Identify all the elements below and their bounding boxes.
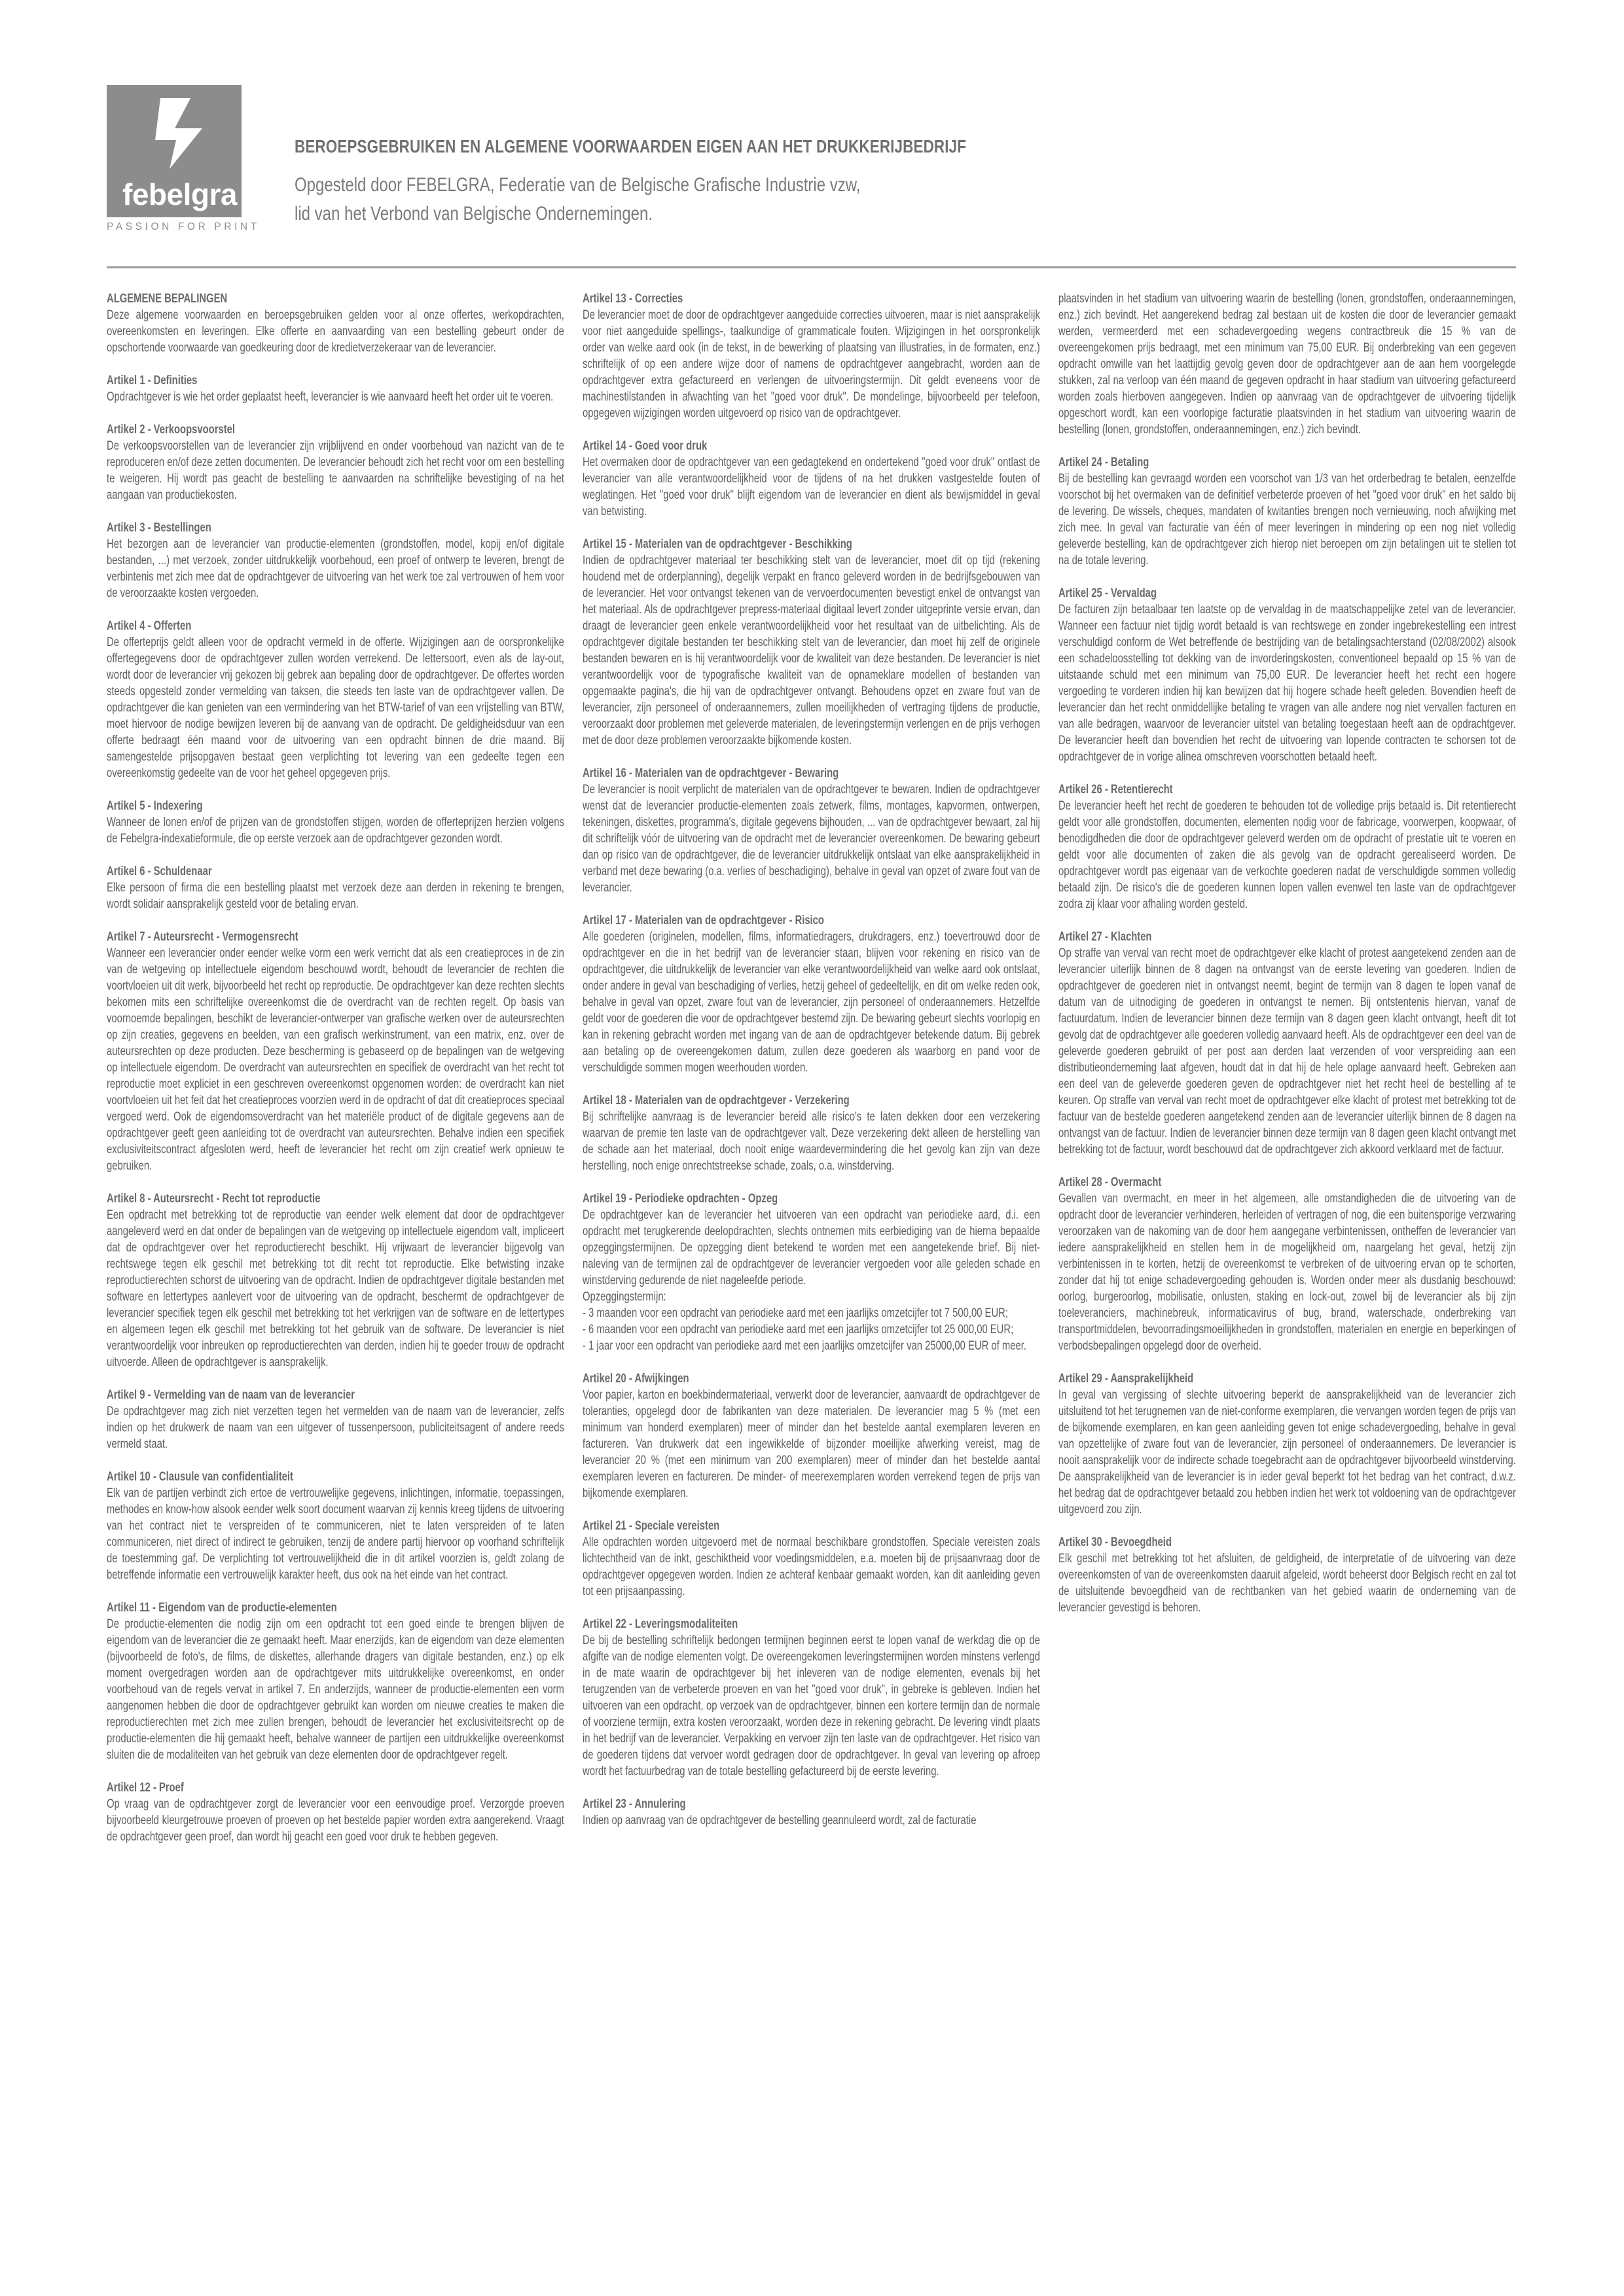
article-paragraph: - 1 jaar voor een opdracht van periodieke aard met een jaarlijks omzetcijfer van 25000,00 EUR of meer.	[583, 1339, 1026, 1353]
article-title: Artikel 22 - Leveringsmodaliteiten	[583, 1617, 738, 1631]
article-title: Artikel 27 - Klachten	[1058, 930, 1152, 944]
article-paragraph: De productie-elementen die nodig zijn om een opdracht tot een goed einde te brengen blijven de eigendom van de leverancier die ze gemaakt heeft. Maar enerzijds, kan de eigendom van deze elementen (bijvoorbeeld de foto's, de films, de diskettes, allerhande dragers van digitale bestanden, enz.) op elk moment overgedragen worden aan de opdrachtgever mits uitdrukkelijke overeenkomst, en onder voorbehoud van de regels vervat in artikel 7. En anderzijds, wanneer de productie-elementen een vorm aangenomen hebben die door de opdrachtgever gebruikt kan worden om nieuwe creaties te maken die reproductierechten met zich mee zullen brengen, behoudt de leverancier het exclusiviteitsrecht op de productie-elementen die hij gemaakt heeft, behalve wanneer de partijen een uitdrukkelijke overeenkomst sluiten die de modaliteiten van het gebruik van deze elementen door de opdrachtgever regelt.	[107, 1617, 564, 1762]
article	[1058, 781, 1516, 912]
article-paragraph: De leverancier moet de door de opdrachtgever aangeduide correcties uitvoeren, maar is niet aansprakelijk voor niet aangeduide spellings-, taalkundige of grammaticale fouten. Wijzigingen in het oorspronkelijk order van welke aard ook (in de tekst, in de bewerking of plaatsing van illustraties, in de formaten, enz.) schriftelijk of op een andere wijze door of namens de opdrachtgever aangebracht, worden aan de opdrachtgever extra gefactureerd en verlengen de uitvoeringstermijn. Dit geldt eveneens voor de machinestilstanden in afwachting van het "goed voor druk". De mondelinge, bijvoorbeeld per telefoon, opgegeven wijzigingen worden uitgevoerd op risico van de opdrachtgever.	[583, 308, 1040, 420]
article	[583, 1616, 1040, 1780]
article-title: Artikel 30 - Bevoegdheid	[1058, 1535, 1172, 1549]
febelgra-logo	[107, 85, 242, 217]
article	[583, 765, 1040, 896]
article-paragraph: Bij de bestelling kan gevraagd worden een voorschot van 1/3 van het orderbedrag te betalen, eenzelfde voorschot bij het overmaken van de definitief verbeterde proeven of het "goed voor druk" en het saldo bij de levering. De wissels, cheques, mandaten of kwitanties brengen noch vernieuwing, noch afwijking met zich mee. In geval van facturatie van één of meer leveringen in mindering op een nog niet volledig geleverde bestelling, kan de opdrachtgever zich hierop niet beroepen om zijn betalingen uit te stellen tot na de totale levering.	[1058, 472, 1516, 567]
logo-wordmark: febelgra	[122, 177, 237, 211]
article-paragraph: Deze algemene voorwaarden en beroepsgebruiken gelden voor al onze offertes, werkopdrachten, overeenkomsten en leveringen. Elke offerte en aanvaarding van een bestelling gebeurt onder de opschortende voorwaarde van goedkeuring door de kredietverzekeraar van de leverancier.	[107, 308, 564, 355]
article-title: Artikel 7 - Auteursrecht - Vermogensrecht	[107, 930, 298, 944]
article-title: Artikel 16 - Materialen van de opdrachtgever - Bewaring	[583, 766, 839, 780]
article-paragraph: De bij de bestelling schriftelijk bedongen termijnen beginnen eerst te lopen vanaf de werkdag die op de afgifte van de nodige elementen volgt. De overeengekomen leveringstermijnen worden minstens verlengd in de mate waarin de opdrachtgever bij het inleveren van de nodige elementen, evenals bij het terugzenden van de verbeterde proeven en van het "goed voor druk", in gebreke is gebleven. Indien het uitvoeren van een opdracht, op verzoek van de opdrachtgever, binnen een kortere termijn dan de normale of voorziene termijn, extra kosten veroorzaakt, worden deze in rekening gebracht. De levering vindt plaats in het bedrijf van de leverancier. Verpakking en vervoer zijn ten laste van de opdrachtgever. Het risico van de goederen tijdens dat vervoer wordt gedragen door de opdrachtgever. In geval van levering op afroep wordt het factuurbedrag van de totale bestelling gefactureerd bij de eerste levering.	[583, 1634, 1040, 1778]
article-paragraph: De facturen zijn betaalbaar ten laatste op de vervaldag in de maatschappelijke zetel van de leverancier. Wanneer een factuur niet tijdig wordt betaald is van rechtswege en zonder ingebrekestelling een intrest verschuldigd conform de Wet betreffende de bestrijding van de betalingsachterstand (02/08/2002) alsook een schadeloosstelling tot dekking van de invorderingskosten, conventioneel bepaald op 15 % van de uitstaande schuld met een minimum van 75,00 EUR. De leverancier heeft het recht een hogere vergoeding te vorderen indien hij kan bewijzen dat hij hogere schade heeft geleden. Bovendien heeft de leverancier dan het recht onmiddellijke betaling te vragen van alle andere nog niet vervallen facturen en van alle bedragen, waarvoor de leverancier uitstel van betaling toegestaan heeft aan de opdrachtgever. De leverancier heeft dan bovendien het recht de uitvoering van lopende contracten te schorsen tot de opdrachtgever de in vorige alinea omschreven voorschotten betaald heeft.	[1058, 603, 1516, 764]
text-column-2	[583, 291, 1040, 2254]
document-title: BEROEPSGEBRUIKEN EN ALGEMENE VOORWAARDEN EIGEN AAN HET DRUKKERIJBEDRIJF	[295, 136, 967, 156]
article-paragraph: Een opdracht met betrekking tot de reproductie van eender welk element dat door de opdrachtgever aangeleverd werd en dat onder de bepalingen van de wetgeving op intellectuele eigendom valt, impliceert dat de opdrachtgever over het reproductierecht beschikt. Hij vrijwaart de leverancier bijgevolg van rechtswege tegen elk geschil met betrekking tot dit recht tot reproductie. Elke betwisting inzake reproductierechten schorst de uitvoering van de opdracht. Indien de opdrachtgever digitale bestanden met software en lettertypes aanlevert voor de uitvoering van de opdracht, beschermt de opdrachtgever de leverancier specifiek tegen elk geschil met betrekking tot het verkrijgen van de software en de lettertypes en algemeen tegen elk geschil met betrekking tot het gebruik van de software. De leverancier is niet verantwoordelijk voor inbreuken op reproductierechten van derden, indien hij te goeder trouw de opdracht uitvoerde. Alleen de opdrachtgever is aansprakelijk.	[107, 1208, 564, 1369]
article	[583, 1092, 1040, 1174]
article-paragraph: Opzeggingstermijn:	[583, 1290, 666, 1304]
article	[107, 618, 564, 781]
article	[1058, 1174, 1516, 1354]
article-paragraph: De offerteprijs geldt alleen voor de opdracht vermeld in de offerte. Wijzigingen aan de oorspronkelijke offertegegevens door de opdrachtgever zullen worden verrekend. De lettersoort, even als de lay-out, wordt door de leverancier vrij gekozen bij gebrek aan bepaling door de opdrachtgever. De offertes worden steeds opgesteld zonder vermelding van taksen, die steeds ten laste van de opdrachtgever vallen. De opdrachtgever die kan genieten van een vermindering van het BTW-tarief of van een vrijstelling van BTW, moet hiervoor de nodige bewijzen leveren bij de aanvang van de opdracht. De geldigheidsduur van een offerte bedraagt één maand voor de uitvoering van een opdracht binnen de drie maand. Bij samengestelde prijsopgaven bestaat geen verplichting tot levering van een gedeelte tegen een overeenkomstig gedeelte van de voor het geheel opgegeven prijs.	[107, 636, 564, 780]
article-title: ALGEMENE BEPALINGEN	[107, 292, 228, 306]
article-paragraph: Elk geschil met betrekking tot het afsluiten, de geldigheid, de interpretatie of de uitvoering van deze overeenkomsten of van de overeenkomsten daaruit afgeleid, wordt beheerst door Belgisch recht en zal tot de uitsluitende bevoegdheid van de rechtbanken van het gebied waarin de onderneming van de leverancier gevestigd is behoren.	[1058, 1552, 1516, 1615]
article	[583, 536, 1040, 749]
article-paragraph: - 3 maanden voor een opdracht van periodieke aard met een jaarlijks omzetcijfer tot 7 500,00 EUR;	[583, 1306, 1008, 1320]
article	[1058, 929, 1516, 1158]
article	[107, 291, 564, 356]
article-title: Artikel 6 - Schuldenaar	[107, 865, 212, 878]
article-paragraph: De leverancier is nooit verplicht de materialen van de opdrachtgever te bewaren. Indien de opdrachtgever wenst dat de leverancier productie-elementen zoals zetwerk, films, montages, kapvormen, ontwerpen, tekeningen, diskettes, programma's, digitale gegevens bijhouden, ... van de opdrachtgever bewaart, zal hij dit schriftelijk vóór de uitvoering van de opdracht met de leverancier overeenkomen. De bewaring gebeurt dan op risico van de opdrachtgever, die de leverancier uitdrukkelijk ontslaat van elke aansprakelijkheid in verband met deze bewaring (o.a. verlies of beschadiging), behalve in geval van opzet of zware fout van de leverancier.	[583, 783, 1040, 895]
article	[583, 912, 1040, 1076]
article-title: Artikel 3 - Bestellingen	[107, 521, 211, 535]
article-paragraph: Op straffe van verval van recht moet de opdrachtgever elke klacht of protest aangetekend zenden aan de leverancier uiterlijk binnen de 8 dagen na ontvangst van de eerste levering van goederen. Indien de opdrachtgever de goederen niet in ontvangst neemt, begint de termijn van 8 dagen te lopen vanaf de datum van de uitnodiging de goederen in ontvangst te nemen. Bij ontstentenis hiervan, vanaf de factuurdatum. Indien de leverancier binnen deze termijn van 8 dagen geen klacht ontvangt, heeft dit tot gevolg dat de opdrachtgever alle goederen volledig aanvaard heeft. Als de opdrachtgever een deel van de geleverde goederen gebruikt of per post aan derden laat verzenden of voor verspreiding aan een distributieonderneming laat afgeven, houdt dat in dat hij de hele oplage aanvaard heeft. Gebreken aan een deel van de geleverde goederen geven de opdrachtgever niet het recht heel de bestelling af te keuren. Op straffe van verval van recht moet de opdrachtgever elke klacht of protest met betrekking tot de factuur van de bestelde goederen aangetekend zenden aan de leverancier uiterlijk binnen de 8 dagen na ontvangst van de factuur. Indien de leverancier binnen deze termijn van 8 dagen geen klacht ontvangt met betrekking tot de factuur, wordt beschouwd dat de opdrachtgever zich akkoord verklaard met de factuur.	[1058, 946, 1516, 1157]
article-title: Artikel 29 - Aansprakelijkheid	[1058, 1372, 1194, 1386]
article	[107, 1469, 564, 1583]
article-paragraph: Indien de opdrachtgever materiaal ter beschikking stelt van de leverancier, moet dit op tijd (rekening houdend met de orderplanning), degelijk verpakt en franco geleverd worden in de bedrijfsgebouwen van de leverancier. Het voor ontvangst tekenen van de vervoerdocumenten bevestigt enkel de ontvangst van het materiaal. Als de opdrachtgever prepress-materiaal digitaal levert zonder uitgeprinte versie ervan, dan draagt de leverancier geen enkele verantwoordelijkheid voor het resultaat van de uitbelichting. Als de opdrachtgever digitale bestanden ter beschikking stelt van de leverancier, dan moet hij zelf de originele bestanden bewaren en is hij verantwoordelijk voor de kwaliteit van deze bestanden. De leverancier is niet verantwoordelijk voor de typografische kwaliteit van de opnameklare modellen of bestanden van opgemaakte pagina's, die hij van de opdrachtgever ontvangt. Behoudens opzet en zware fout van de leverancier, zijn personeel of onderaannemers, zullen moeilijkheden of vertraging tijdens de productie, veroorzaakt door problemen met geleverde materialen, de leveringstermijn verlengen en de prijs verhogen met de door deze problemen veroorzaakte bijkomende kosten.	[583, 554, 1040, 747]
header-divider	[107, 266, 1516, 268]
article-title: Artikel 26 - Retentierecht	[1058, 783, 1173, 797]
document-subtitle-line-2: lid van het Verbond van Belgische Ondernemingen.	[295, 203, 653, 224]
text-column-1	[107, 291, 564, 2254]
article-title: Artikel 18 - Materialen van de opdrachtgever - Verzekering	[583, 1094, 850, 1107]
article-paragraph: Alle goederen (originelen, modellen, films, informatiedragers, drukdragers, enz.) toevertrouwd door de opdrachtgever en die in het bedrijf van de leverancier staan, blijven voor rekening en risico van de opdrachtgever, die uitdrukkelijk de leverancier van elke verantwoordelijkheid van welke aard ook ontslaat, onder andere in geval van beschadiging of verlies, hetzij geheel of gedeeltelijk, en dit om welke reden ook, behalve in geval van opzet, zware fout van de leverancier, zijn personeel of onderaannemers. Hetzelfde geldt voor de goederen die voor de opdrachtgever bestemd zijn. De bewaring gebeurt slechts voorlopig en kan in rekening gebracht worden met ingang van de aan de opdrachtgever betekende datum. Bij gebrek aan betaling op de overeengekomen datum, zullen deze goederen als waarborg en pand voor de verschuldigde sommen mogen weerhouden worden.	[583, 930, 1040, 1075]
article-title: Artikel 14 - Goed voor druk	[583, 439, 708, 453]
article-paragraph: Gevallen van overmacht, en meer in het algemeen, alle omstandigheden die de uitvoering van de opdracht door de leverancier verhinderen, herleiden of vertragen of nog, die een buitensporige verzwaring veroorzaken van de nakoming van de door hem aangegane verbintenissen, ontheffen de leverancier van iedere aansprakelijkheid en stellen hem in de mogelijkheid om, naargelang het geval, hetzij zijn verbintenissen in te korten, hetzij de overeenkomst te verbreken of de uitvoering ervan op te schorten, zonder dat hij tot enige schadevergoeding gehouden is. Worden onder meer als dusdanig beschouwd: oorlog, burgeroorlog, mobilisatie, onlusten, staking en lock-out, zowel bij de leverancier als bij zijn toeleveranciers, machinebreuk, informaticavirus of bug, brand, waterschade, onderbreking van transportmiddelen, bevoorradingsmoeilijkheden in grondstoffen, materialen en energie en beperkingen of verbodsbepalingen opgelegd door de overheid.	[1058, 1192, 1516, 1353]
article	[107, 798, 564, 847]
article	[1058, 1534, 1516, 1616]
document-subtitle-line-1: Opgesteld door FEBELGRA, Federatie van de Belgische Grafische Industrie vzw,	[295, 174, 861, 196]
article-title: Artikel 8 - Auteursrecht - Recht tot reproductie	[107, 1192, 321, 1206]
article	[107, 1387, 564, 1452]
article	[1058, 291, 1516, 438]
article-paragraph: De opdrachtgever mag zich niet verzetten tegen het vermelden van de naam van de leverancier, zelfs indien op het drukwerk de naam van een uitgever of tussenpersoon, publiciteitsagent of andere reeds vermeld staat.	[107, 1405, 564, 1451]
article	[107, 1780, 564, 1845]
article-title: Artikel 1 - Definities	[107, 374, 198, 387]
article-paragraph: Indien op aanvraag van de opdrachtgever de bestelling geannuleerd wordt, zal de facturatie	[583, 1814, 977, 1827]
article	[1058, 1371, 1516, 1518]
article-title: Artikel 24 - Betaling	[1058, 456, 1149, 469]
article-paragraph: Alle opdrachten worden uitgevoerd met de normaal beschikbare grondstoffen. Speciale vereisten zoals lichtechtheid van de inkt, geschiktheid voor voedingsmiddelen, e.a. moeten bij de prijsaanvraag door de opdrachtgever opgegeven worden. Indien ze achteraf kenbaar gemaakt worden, kan dit aanleiding geven tot een prijsaanpassing.	[583, 1535, 1040, 1598]
article	[107, 863, 564, 912]
article-title: Artikel 13 - Correcties	[583, 292, 683, 306]
article	[1058, 585, 1516, 765]
article-title: Artikel 12 - Proef	[107, 1781, 184, 1795]
article-paragraph: Opdrachtgever is wie het order geplaatst heeft, leverancier is wie aanvaard heeft het order uit te voeren.	[107, 390, 554, 404]
article-title: Artikel 4 - Offerten	[107, 619, 192, 633]
article-title: Artikel 28 - Overmacht	[1058, 1175, 1162, 1189]
article	[107, 1191, 564, 1371]
article-paragraph: Elk van de partijen verbindt zich ertoe de vertrouwelijke gegevens, inlichtingen, informatie, toepassingen, methodes en know-how alsook eender welk soort document waarvan zij kennis kreeg tijdens de uitvoering van het contract niet te verspreiden of te communiceren, niet te laten verspreiden of te laten communiceren, niet direct of indirect te gebruiken, tenzij de andere partij hiervoor op voorhand schriftelijk de toestemming gaf. De verplichting tot vertrouwelijkheid die in dit artikel voorzien is, geldt zolang de betreffende informatie een vertrouwelijk karakter heeft, dus ook na het einde van het contract.	[107, 1486, 564, 1582]
article-title: Artikel 21 - Speciale vereisten	[583, 1519, 720, 1533]
article	[583, 1796, 1040, 1829]
text-column-3	[1058, 291, 1516, 2254]
article-paragraph: Het bezorgen aan de leverancier van productie-elementen (grondstoffen, model, kopij en/of digitale bestanden, ...) met verzoek, zonder uitdrukkelijk voorbehoud, een proef of ontwerp te leveren, brengt de verbintenis met zich mee dat de opdrachtgever de uitvoering van het werk toe zal vertrouwen of hem voor de veroorzaakte kosten vergoeden.	[107, 537, 564, 600]
article-paragraph: Wanneer een leverancier onder eender welke vorm een werk verricht dat als een creatieproces in de zin van de wetgeving op intellectuele eigendom beschouwd wordt, behoudt de leverancier de rechten die voortvloeien uit dit werk, bijvoorbeeld het recht op reproductie. De opdrachtgever kan deze rechten slechts bekomen mits een schriftelijke overeenkomst die de overdracht van de rechten regelt. Op basis van voornoemde bepalingen, beschikt de leverancier-ontwerper van grafische werken over de auteursrechten op zijn creaties, gegevens en beelden, van een grafisch werkinstrument, van een matrix, enz. over de auteursrechten op deze producten. Deze bescherming is gebaseerd op de bepalingen van de wetgeving op intellectuele eigendom. De overdracht van auteursrechten en specifiek de overdracht van het recht tot reproductie moet expliciet in een geschreven overeenkomst opgenomen worden: de overdracht kan niet voortvloeien uit het feit dat het creatieproces voorzien werd in de opdracht of dat dit creatieproces speciaal vergoed werd. Ook de eigendomsoverdracht van het materiële product of de digitale gegevens aan de opdrachtgever geeft geen aanleiding tot de overdracht van auteursrechten. Behalve indien een specifiek exclusiviteitscontract afgesloten werd, heeft de leverancier het recht om zijn creatief werk opnieuw te gebruiken.	[107, 946, 564, 1173]
article-title: Artikel 25 - Vervaldag	[1058, 586, 1157, 600]
article-title: Artikel 15 - Materialen van de opdrachtgever - Beschikking	[583, 537, 852, 551]
article	[583, 438, 1040, 520]
article	[1058, 454, 1516, 569]
article-title: Artikel 9 - Vermelding van de naam van de leverancier	[107, 1388, 355, 1402]
article-paragraph: plaatsvinden in het stadium van uitvoering waarin de bestelling (lonen, grondstoffen, onderaannemingen, enz.) zich bevindt. Het aangerekend bedrag zal bestaan uit de kosten die door de leverancier gemaakt werden, vermeerderd met een schadevergoeding wegens contractbreuk die 15 % van de overeengekomen prijs bedraagt, met een minimum van 75,00 EUR. Bij onderbreking van een gegeven opdracht omwille van het laattijdig gevolg geven door de opdrachtgever aan de aan hem voorgelegde stukken, zal na verloop van één maand de gegeven opdracht in haar stadium van uitvoering gefactureerd worden zoals hierboven aangegeven. Indien op aanvraag van de opdrachtgever de uitvoering tijdelijk opgeschort wordt, kan een voorlopige facturatie plaatsvinden in het stadium van uitvoering waarin de bestelling (lonen, grondstoffen, onderaannemingen, enz.) zich bevindt.	[1058, 292, 1516, 437]
article-paragraph: De verkoopsvoorstellen van de leverancier zijn vrijblijvend en onder voorbehoud van nazicht van de te reproduceren en/of deze zetten documenten. De leverancier behoudt zich het recht voor om een bestelling te weigeren. Hij wordt pas geacht de bestelling te aanvaarden na schriftelijke bevestiging of na het aangaan van productiekosten.	[107, 439, 564, 502]
article-paragraph: Voor papier, karton en boekbindermateriaal, verwerkt door de leverancier, aanvaardt de opdrachtgever de toleranties, opgelegd door de fabrikanten van deze materialen. De leverancier mag 5 % (met een minimum van honderd exemplaren) meer of minder dan het bestelde aantal exemplaren leveren en factureren. Van drukwerk dat een ingewikkelde of bijzonder moeilijke afwerking vereist, mag de leverancier 20 % (met een minimum van 200 exemplaren) meer of minder dan het bestelde aantal exemplaren leveren en factureren. De minder- of meerexemplaren worden verrekend tegen de prijs van bijkomende exemplaren.	[583, 1388, 1040, 1500]
article-paragraph: Wanneer de lonen en/of de prijzen van de grondstoffen stijgen, worden de offerteprijzen herzien volgens de Febelgra-indexatieformule, die op eerste verzoek aan de opdrachtgever gezonden wordt.	[107, 816, 564, 846]
article-title: Artikel 11 - Eigendom van de productie-elementen	[107, 1601, 337, 1615]
article	[583, 291, 1040, 422]
logo-tagline: PASSION FOR PRINT	[107, 221, 260, 232]
article-title: Artikel 23 - Annulering	[583, 1797, 686, 1811]
article-title: Artikel 20 - Afwijkingen	[583, 1372, 689, 1386]
article-paragraph: Het overmaken door de opdrachtgever van een gedagtekend en ondertekend "goed voor druk" ontlast de leverancier van alle verantwoordelijkheid voor de tijdens of na het drukken vastgestelde fouten of weglatingen. Het "goed voor druk" blijft eigendom van de leverancier en dient als bewijsmiddel in geval van betwisting.	[583, 456, 1040, 518]
article-paragraph: In geval van vergissing of slechte uitvoering beperkt de aansprakelijkheid van de leverancier zich uitsluitend tot het terugnemen van de niet-conforme exemplaren, die vervangen worden tegen de prijs van de bijkomende exemplaren, en kan geen aanleiding geven tot enige schadevergoeding, behalve in geval van opzettelijke of zware fout van de leverancier, zijn personeel of onderaannemers. De leverancier is nooit aansprakelijk voor de indirecte schade toegebracht aan de opdrachtgever bijvoorbeeld winstderving. De aansprakelijkheid van de leverancier is in ieder geval beperkt tot het bedrag van het contract, d.w.z. het bedrag dat de opdrachtgever betaald zou hebben indien het werk tot voldoening van de opdrachtgever uitgevoerd zou zijn.	[1058, 1388, 1516, 1516]
article	[107, 520, 564, 601]
article-paragraph: De opdrachtgever kan de leverancier het uitvoeren van een opdracht van periodieke aard, d.i. een opdracht met terugkerende deelopdrachten, slechts ontnemen mits eerbiediging van de hierna bepaalde opzeggingstermijnen. De opzegging dient betekend te worden met een aangetekende brief. Bij niet-naleving van de termijnen zal de opdrachtgever de leverancier vergoeden voor alle geleden schade en winstderving gedurende de niet nageleefde periode.	[583, 1208, 1040, 1287]
article-title: Artikel 5 - Indexering	[107, 799, 203, 813]
article	[583, 1518, 1040, 1600]
article-paragraph: Elke persoon of firma die een bestelling plaatst met verzoek deze aan derden in rekening te brengen, wordt solidair aansprakelijk gesteld voor de betaling ervan.	[107, 881, 564, 911]
article-title: Artikel 2 - Verkoopsvoorstel	[107, 423, 236, 437]
article	[583, 1191, 1040, 1354]
article	[107, 1600, 564, 1763]
article-paragraph: Op vraag van de opdrachtgever zorgt de leverancier voor een eenvoudige proef. Verzorgde proeven bijvoorbeeld kleurgetrouwe proeven of proeven op het bestelde papier worden extra aangerekend. Vraagt de opdrachtgever geen proef, dan wordt hij geacht een goed voor druk te hebben gegeven.	[107, 1797, 564, 1844]
article-title: Artikel 10 - Clausule van confidentialiteit	[107, 1470, 293, 1484]
article	[107, 929, 564, 1174]
article-paragraph: Bij schriftelijke aanvraag is de leverancier bereid alle risico's te laten dekken door een verzekering waarvan de premie ten laste van de opdrachtgever valt. Deze verzekering dekt alleen de herstelling van de schade aan het materiaal, doch nooit enige waardevermindering die het gevolg kan zijn van deze herstelling, noch enige onrechtstreekse schade, zoals, o.a. winstderving.	[583, 1110, 1040, 1173]
article-paragraph: De leverancier heeft het recht de goederen te behouden tot de volledige prijs betaald is. Dit retentierecht geldt voor alle grondstoffen, documenten, elementen nodig voor de fabricage, voorwerpen, koopwaar, of benodigdheden die door de opdrachtgever geleverd werden om de opdracht of prestatie uit te voeren en geldt voor alle documenten of zaken die als gevolg van de opdracht gerealiseerd worden. De opdrachtgever wordt pas eigenaar van de verkochte goederen nadat de verschuldigde sommen volledig betaald zijn. De risico's die de goederen kunnen lopen vallen evenwel ten laste van de opdrachtgever zodra zij klaar voor afhaling worden gesteld.	[1058, 799, 1516, 911]
article-title: Artikel 19 - Periodieke opdrachten - Opzeg	[583, 1192, 778, 1206]
article	[583, 1371, 1040, 1501]
article	[107, 422, 564, 503]
article-title: Artikel 17 - Materialen van de opdrachtgever - Risico	[583, 914, 824, 927]
article-paragraph: - 6 maanden voor een opdracht van periodieke aard met een jaarlijks omzetcijfer tot 25 000,00 EUR;	[583, 1323, 1014, 1336]
article	[107, 372, 564, 405]
